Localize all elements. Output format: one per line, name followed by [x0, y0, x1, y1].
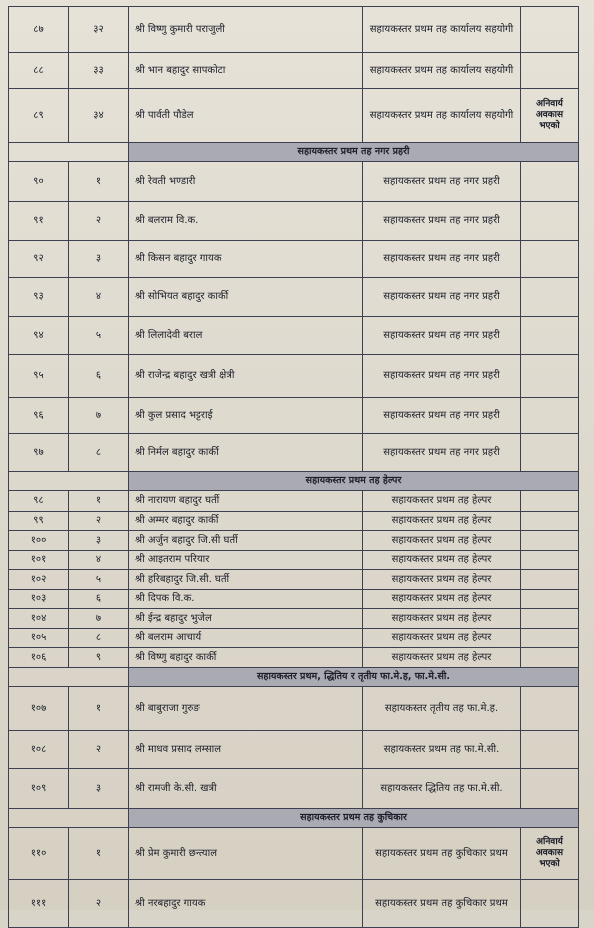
local-number-cell: ३	[69, 769, 129, 809]
post-cell: सहायकस्तर प्रथम तह हेल्पर	[363, 629, 521, 648]
name-cell: श्री दिपक वि.क.	[129, 590, 363, 609]
local-number-cell: ३२	[69, 7, 129, 53]
serial-number-cell: १०९	[9, 769, 69, 809]
post-cell: सहायकस्तर प्रथम तह नगर प्रहरी	[363, 162, 521, 202]
table-row	[9, 162, 579, 202]
serial-number-cell: ९४	[9, 317, 69, 355]
table-row	[9, 687, 579, 731]
post-cell: सहायकस्तर प्रथम तह कार्यालय सहयोगी	[363, 53, 521, 89]
section-header	[9, 143, 579, 162]
serial-number-cell: ९६	[9, 398, 69, 434]
local-number-cell: ४	[69, 278, 129, 317]
section-header-blank	[9, 668, 129, 687]
serial-number-cell: १००	[9, 531, 69, 551]
local-number-cell: २	[69, 731, 129, 769]
remark-cell	[521, 491, 579, 512]
remark-cell	[521, 570, 579, 590]
remark-cell	[521, 512, 579, 531]
name-cell: श्री प्रेम कुमारी छन्त्याल	[129, 828, 363, 880]
name-cell: श्री निर्मल बहादुर कार्की	[129, 434, 363, 472]
table-row	[9, 398, 579, 434]
name-cell: श्री नरबहादुर गायक	[129, 880, 363, 928]
local-number-cell: १	[69, 491, 129, 512]
remark-cell	[521, 769, 579, 809]
name-cell: श्री अर्जुन बहादुर जि.सी घर्ती	[129, 531, 363, 551]
local-number-cell: ७	[69, 609, 129, 629]
name-cell: श्री बलराम आचार्य	[129, 629, 363, 648]
post-cell: सहायकस्तर प्रथम तह हेल्पर	[363, 512, 521, 531]
section-header	[9, 668, 579, 687]
remark-cell	[521, 53, 579, 89]
table-row	[9, 202, 579, 241]
section-header-blank	[9, 809, 129, 828]
remark-cell	[521, 609, 579, 629]
post-cell: सहायकस्तर प्रथम तह फा.मे.सी.	[363, 731, 521, 769]
local-number-cell: ३	[69, 531, 129, 551]
remark-cell	[521, 648, 579, 668]
post-cell: सहायकस्तर प्रथम तह हेल्पर	[363, 609, 521, 629]
post-cell: सहायकस्तर प्रथम तह हेल्पर	[363, 590, 521, 609]
remark-cell	[521, 278, 579, 317]
serial-number-cell: ११०	[9, 828, 69, 880]
post-cell: सहायकस्तर द्धितिय तह फा.मे.सी.	[363, 769, 521, 809]
local-number-cell: ३	[69, 241, 129, 278]
post-cell: सहायकस्तर प्रथम तह नगर प्रहरी	[363, 398, 521, 434]
post-cell: सहायकस्तर प्रथम तह हेल्पर	[363, 551, 521, 570]
table-row	[9, 7, 579, 53]
post-cell: सहायकस्तर प्रथम तह कुचिकार प्रथम	[363, 880, 521, 928]
remark-cell	[521, 317, 579, 355]
post-cell: सहायकस्तर प्रथम तह कार्यालय सहयोगी	[363, 89, 521, 143]
serial-number-cell: ९७	[9, 434, 69, 472]
table-row	[9, 89, 579, 143]
local-number-cell: ६	[69, 355, 129, 398]
name-cell: श्री विष्णु बहादुर कार्की	[129, 648, 363, 668]
name-cell: श्री किसन बहादुर गायक	[129, 241, 363, 278]
post-cell: सहायकस्तर प्रथम तह कार्यालय सहयोगी	[363, 7, 521, 53]
local-number-cell: ७	[69, 398, 129, 434]
post-cell: सहायकस्तर प्रथम तह नगर प्रहरी	[363, 434, 521, 472]
post-cell: सहायकस्तर प्रथम तह नगर प्रहरी	[363, 202, 521, 241]
remark-cell	[521, 590, 579, 609]
name-cell: श्री राजेन्द्र बहादुर खत्री क्षेत्री	[129, 355, 363, 398]
table-row	[9, 828, 579, 880]
local-number-cell: १	[69, 687, 129, 731]
remark-cell: अनिवार्य अवकास भएको	[521, 828, 579, 880]
local-number-cell: ८	[69, 434, 129, 472]
serial-number-cell: ९१	[9, 202, 69, 241]
table-row	[9, 880, 579, 928]
section-header	[9, 472, 579, 491]
local-number-cell: १	[69, 828, 129, 880]
serial-number-cell: ८८	[9, 53, 69, 89]
remark-cell	[521, 241, 579, 278]
staff-table	[8, 6, 579, 928]
table-row	[9, 609, 579, 629]
name-cell: श्री अम्मर बहादुर कार्की	[129, 512, 363, 531]
remark-cell	[521, 880, 579, 928]
post-cell: सहायकस्तर प्रथम तह नगर प्रहरी	[363, 241, 521, 278]
serial-number-cell: १०१	[9, 551, 69, 570]
local-number-cell: ५	[69, 570, 129, 590]
remark-cell	[521, 731, 579, 769]
local-number-cell: ४	[69, 551, 129, 570]
remark-cell	[521, 687, 579, 731]
name-cell: श्री आइतराम परियार	[129, 551, 363, 570]
table-row	[9, 434, 579, 472]
section-header-blank	[9, 472, 129, 491]
table-row	[9, 512, 579, 531]
serial-number-cell: १०६	[9, 648, 69, 668]
remark-cell	[521, 202, 579, 241]
remark-cell	[521, 398, 579, 434]
post-cell: सहायकस्तर प्रथम तह हेल्पर	[363, 570, 521, 590]
post-cell: सहायकस्तर प्रथम तह हेल्पर	[363, 648, 521, 668]
serial-number-cell: १०४	[9, 609, 69, 629]
remark-cell	[521, 162, 579, 202]
remark-cell	[521, 434, 579, 472]
table-row	[9, 241, 579, 278]
remark-cell	[521, 629, 579, 648]
table-row	[9, 317, 579, 355]
serial-number-cell: ९३	[9, 278, 69, 317]
table-row	[9, 531, 579, 551]
serial-number-cell: १०२	[9, 570, 69, 590]
name-cell: श्री रामजी के.सी. खत्री	[129, 769, 363, 809]
local-number-cell: ६	[69, 590, 129, 609]
local-number-cell: ९	[69, 648, 129, 668]
post-cell: सहायकस्तर प्रथम तह हेल्पर	[363, 531, 521, 551]
remark-cell	[521, 531, 579, 551]
name-cell: श्री बाबुराजा गुरुङ	[129, 687, 363, 731]
remark-cell	[521, 7, 579, 53]
serial-number-cell: १०८	[9, 731, 69, 769]
name-cell: श्री सोभियत बहादुर कार्की	[129, 278, 363, 317]
serial-number-cell: १०५	[9, 629, 69, 648]
serial-number-cell: ९९	[9, 512, 69, 531]
serial-number-cell: ८९	[9, 89, 69, 143]
post-cell: सहायकस्तर तृतीय तह फा.मे.ह.	[363, 687, 521, 731]
name-cell: श्री माधव प्रसाद लम्साल	[129, 731, 363, 769]
table-row	[9, 731, 579, 769]
name-cell: श्री पार्वती पौडेल	[129, 89, 363, 143]
name-cell: श्री विष्णु कुमारी पराजुली	[129, 7, 363, 53]
section-header	[9, 809, 579, 828]
local-number-cell: ३३	[69, 53, 129, 89]
name-cell: श्री भान बहादुर सापकोटा	[129, 53, 363, 89]
local-number-cell: ३४	[69, 89, 129, 143]
serial-number-cell: ९२	[9, 241, 69, 278]
serial-number-cell: ८७	[9, 7, 69, 53]
local-number-cell: १	[69, 162, 129, 202]
table-row	[9, 629, 579, 648]
post-cell: सहायकस्तर प्रथम तह हेल्पर	[363, 491, 521, 512]
serial-number-cell: १०३	[9, 590, 69, 609]
name-cell: श्री रेवती भण्डारी	[129, 162, 363, 202]
post-cell: सहायकस्तर प्रथम तह नगर प्रहरी	[363, 355, 521, 398]
table-row	[9, 355, 579, 398]
table-row	[9, 648, 579, 668]
serial-number-cell: १०७	[9, 687, 69, 731]
local-number-cell: ८	[69, 629, 129, 648]
section-title: सहायकस्तर प्रथम तह नगर प्रहरी	[129, 143, 579, 162]
local-number-cell: ५	[69, 317, 129, 355]
post-cell: सहायकस्तर प्रथम तह कुचिकार प्रथम	[363, 828, 521, 880]
local-number-cell: २	[69, 880, 129, 928]
name-cell: श्री नारायण बहादुर घर्ती	[129, 491, 363, 512]
table-row	[9, 491, 579, 512]
post-cell: सहायकस्तर प्रथम तह नगर प्रहरी	[363, 278, 521, 317]
table-row	[9, 551, 579, 570]
remark-cell	[521, 355, 579, 398]
serial-number-cell: ९०	[9, 162, 69, 202]
table-row	[9, 53, 579, 89]
name-cell: श्री बलराम वि.क.	[129, 202, 363, 241]
table-row	[9, 278, 579, 317]
local-number-cell: २	[69, 512, 129, 531]
table-row	[9, 570, 579, 590]
section-header-blank	[9, 143, 129, 162]
remark-cell	[521, 551, 579, 570]
remark-cell: अनिवार्य अवकास भएको	[521, 89, 579, 143]
serial-number-cell: ९८	[9, 491, 69, 512]
name-cell: श्री हरिबहादुर जि.सी. घर्ती	[129, 570, 363, 590]
serial-number-cell: ९५	[9, 355, 69, 398]
table-row	[9, 769, 579, 809]
table-row	[9, 590, 579, 609]
name-cell: श्री लिलादेवी बराल	[129, 317, 363, 355]
section-title: सहायकस्तर प्रथम तह कुचिकार	[129, 809, 579, 828]
local-number-cell: २	[69, 202, 129, 241]
name-cell: श्री ईन्द्र बहादुर भुजेल	[129, 609, 363, 629]
post-cell: सहायकस्तर प्रथम तह नगर प्रहरी	[363, 317, 521, 355]
section-title: सहायकस्तर प्रथम, द्धितिय र तृतीय फा.मे.ह, फा.मे.सी.	[129, 668, 579, 687]
section-title: सहायकस्तर प्रथम तह हेल्पर	[129, 472, 579, 491]
serial-number-cell: १११	[9, 880, 69, 928]
name-cell: श्री कुल प्रसाद भट्टराई	[129, 398, 363, 434]
